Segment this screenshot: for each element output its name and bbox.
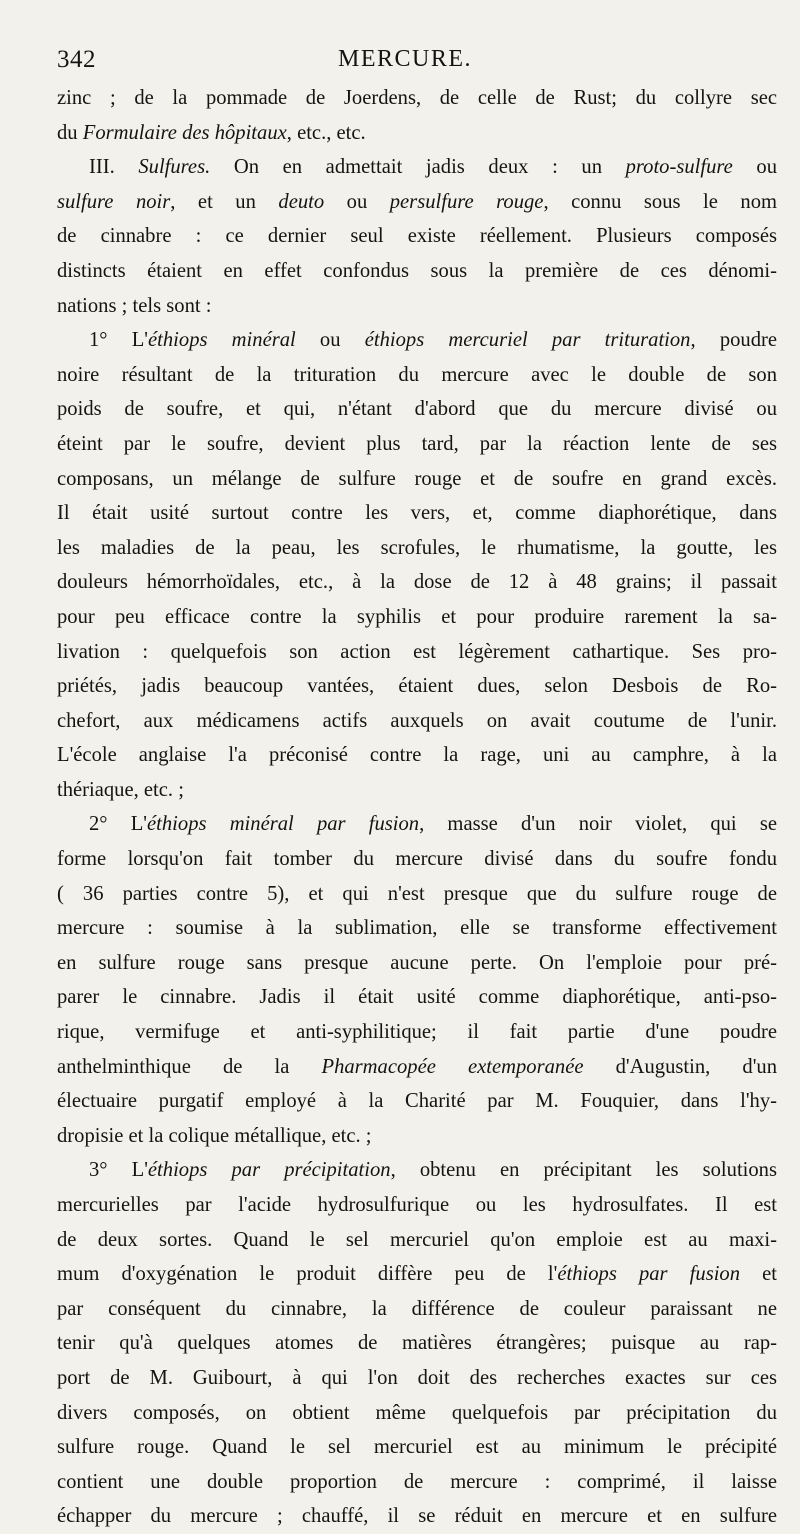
- text-line: [57, 1050, 777, 1085]
- text-line: [57, 1361, 777, 1396]
- text-line: [57, 1257, 777, 1292]
- text-segment: mercurielles par l'acide hydrosulfurique ou les hydrosulfates. Il est: [57, 1194, 777, 1216]
- text-segment: , connu sous le nom: [543, 190, 778, 213]
- text-line: [57, 635, 777, 670]
- text-line: [57, 1430, 777, 1465]
- text-line: [57, 1084, 777, 1119]
- text-line: [57, 1015, 777, 1050]
- text-segment: On en admettait jadis deux : un: [210, 156, 626, 179]
- text-line: [57, 358, 777, 393]
- italic-text: éthiops mercuriel par trituration: [364, 329, 691, 352]
- text-segment: , masse d'un noir violet, qui se: [419, 813, 777, 836]
- text-line: [57, 323, 777, 358]
- text-segment: ou: [295, 329, 365, 352]
- text-line: [57, 185, 777, 220]
- text-segment: par conséquent du cinnabre, la différence de couleur paraissant ne: [57, 1297, 777, 1320]
- text-line: [57, 1153, 777, 1188]
- text-segment: forme lorsqu'on fait tomber du mercure divisé dans du soufre fondu: [57, 848, 777, 871]
- text-line: [57, 1326, 777, 1361]
- text-segment: les maladies de la peau, les scrofules, le rhumatisme, la goutte, les: [57, 536, 777, 559]
- text-line: [57, 1292, 777, 1327]
- italic-text: Sulfures.: [138, 156, 211, 179]
- text-segment: , etc., etc.: [286, 121, 366, 144]
- text-segment: et: [740, 1263, 778, 1286]
- page-header: [0, 40, 800, 80]
- text-line: [57, 1465, 777, 1500]
- text-line: [57, 531, 777, 566]
- running-title: MERCURE.: [338, 46, 473, 72]
- text-segment: III.: [89, 156, 139, 179]
- text-line: [57, 1499, 777, 1534]
- text-line: [57, 1188, 777, 1223]
- text-segment: divers composés, on obtient même quelquefois par précipitation du: [57, 1401, 777, 1424]
- text-line: [57, 773, 777, 808]
- text-line: [57, 946, 777, 981]
- text-segment: , et un: [170, 190, 279, 213]
- text-line: [57, 980, 777, 1015]
- text-segment: ou: [732, 156, 777, 179]
- text-line: [57, 911, 777, 946]
- page-number: 342: [57, 46, 96, 73]
- text-segment: 2° L': [89, 813, 148, 836]
- text-segment: distincts étaient en effet confondus sous la première de ces dénomi-: [57, 259, 777, 282]
- text-segment: chefort, aux médicamens actifs auxquels on avait coutume de l'unir.: [57, 709, 777, 732]
- text-segment: thériaque, etc. ;: [57, 778, 184, 801]
- text-line: [57, 254, 777, 289]
- text-segment: nations ; tels sont :: [57, 294, 212, 317]
- text-segment: de deux sortes. Quand le sel mercuriel qu'on emploie est au maxi-: [57, 1228, 777, 1251]
- text-line: [57, 1223, 777, 1258]
- text-segment: électuaire purgatif employé à la Charité par M. Fouquier, dans l'hy-: [57, 1090, 777, 1113]
- text-segment: 3° L': [89, 1159, 148, 1182]
- text-segment: du: [57, 121, 83, 144]
- text-segment: parer le cinnabre. Jadis il était usité comme diaphorétique, anti-pso-: [57, 986, 777, 1009]
- italic-text: Formulaire des hôpitaux: [82, 121, 287, 144]
- text-line: [57, 600, 777, 635]
- text-segment: douleurs hémorrhoïdales, etc., à la dose de 12 à 48 grains; il passait: [57, 571, 777, 594]
- text-segment: ( 36 parties contre 5), et qui n'est presque que du sulfure rouge de: [57, 882, 777, 905]
- text-segment: , obtenu en précipitant les solutions: [390, 1159, 777, 1182]
- text-line: [57, 427, 777, 462]
- text-segment: port de M. Guibourt, à qui l'on doit des recherches exactes sur ces: [57, 1366, 777, 1389]
- italic-text: proto-sulfure: [625, 156, 733, 179]
- text-line: [57, 219, 777, 254]
- text-segment: mum d'oxygénation le produit diffère peu de l': [57, 1263, 558, 1286]
- text-segment: anthelminthique de la: [57, 1055, 322, 1078]
- italic-text: éthiops par fusion: [557, 1263, 741, 1286]
- text-segment: , poudre: [690, 329, 778, 352]
- text-segment: mercure : soumise à la sublimation, elle se transforme effectivement: [57, 917, 777, 940]
- text-segment: contient une double proportion de mercure : comprimé, il laisse: [57, 1470, 777, 1493]
- text-line: [57, 807, 777, 842]
- text-line: [57, 1119, 777, 1154]
- text-line: [57, 704, 777, 739]
- italic-text: sulfure noir: [57, 190, 171, 213]
- text-segment: éteint par le soufre, devient plus tard, par la réaction lente de ses: [57, 432, 777, 455]
- italic-text: deuto: [278, 190, 325, 213]
- text-segment: 1° L': [89, 329, 149, 352]
- text-segment: sulfure rouge. Quand le sel mercuriel est au minimum le précipité: [57, 1436, 777, 1459]
- text-line: [57, 462, 777, 497]
- text-segment: priétés, jadis beaucoup vantées, étaient dues, selon Desbois de Ro-: [57, 675, 777, 698]
- italic-text: Pharmacopée extemporanée: [321, 1055, 584, 1078]
- text-line: [57, 150, 777, 185]
- text-line: [57, 81, 777, 116]
- text-segment: ou: [324, 190, 390, 213]
- italic-text: éthiops par précipitation: [147, 1159, 391, 1182]
- text-line: [57, 116, 777, 151]
- text-line: [57, 392, 777, 427]
- text-segment: échapper du mercure ; chauffé, il se réduit en mercure et en sulfure: [57, 1505, 777, 1528]
- text-segment: L'école anglaise l'a préconisé contre la rage, uni au camphre, à la: [57, 744, 777, 767]
- text-segment: noire résultant de la trituration du mercure avec le double de son: [57, 363, 777, 386]
- italic-text: éthiops minéral par fusion: [147, 813, 420, 836]
- text-segment: Il était usité surtout contre les vers, et, comme diaphorétique, dans: [57, 502, 777, 525]
- text-segment: rique, vermifuge et anti-syphilitique; il fait partie d'une poudre: [57, 1021, 777, 1044]
- italic-text: éthiops minéral: [148, 329, 296, 352]
- text-line: [57, 669, 777, 704]
- text-line: [57, 738, 777, 773]
- text-segment: d'Augustin, d'un: [583, 1055, 777, 1078]
- text-line: [57, 289, 777, 324]
- text-segment: composans, un mélange de sulfure rouge et de soufre en grand excès.: [57, 467, 777, 490]
- text-segment: zinc ; de la pommade de Joerdens, de celle de Rust; du collyre sec: [57, 87, 777, 109]
- body-text: [57, 81, 777, 1534]
- text-line: [57, 496, 777, 531]
- text-segment: de cinnabre : ce dernier seul existe réellement. Plusieurs composés: [57, 225, 777, 248]
- text-segment: livation : quelquefois son action est légèrement cathartique. Ses pro-: [57, 640, 777, 663]
- text-segment: tenir qu'à quelques atomes de matières étrangères; puisque au rap-: [57, 1332, 777, 1355]
- text-segment: poids de soufre, et qui, n'étant d'abord que du mercure divisé ou: [57, 398, 777, 421]
- italic-text: persulfure rouge: [389, 190, 544, 213]
- text-line: [57, 565, 777, 600]
- text-line: [57, 842, 777, 877]
- text-line: [57, 877, 777, 912]
- text-line: [57, 1396, 777, 1431]
- text-segment: en sulfure rouge sans presque aucune perte. On l'emploie pour pré-: [57, 951, 777, 974]
- text-segment: pour peu efficace contre la syphilis et pour produire rarement la sa-: [57, 605, 777, 628]
- text-segment: dropisie et la colique métallique, etc. ;: [57, 1124, 372, 1147]
